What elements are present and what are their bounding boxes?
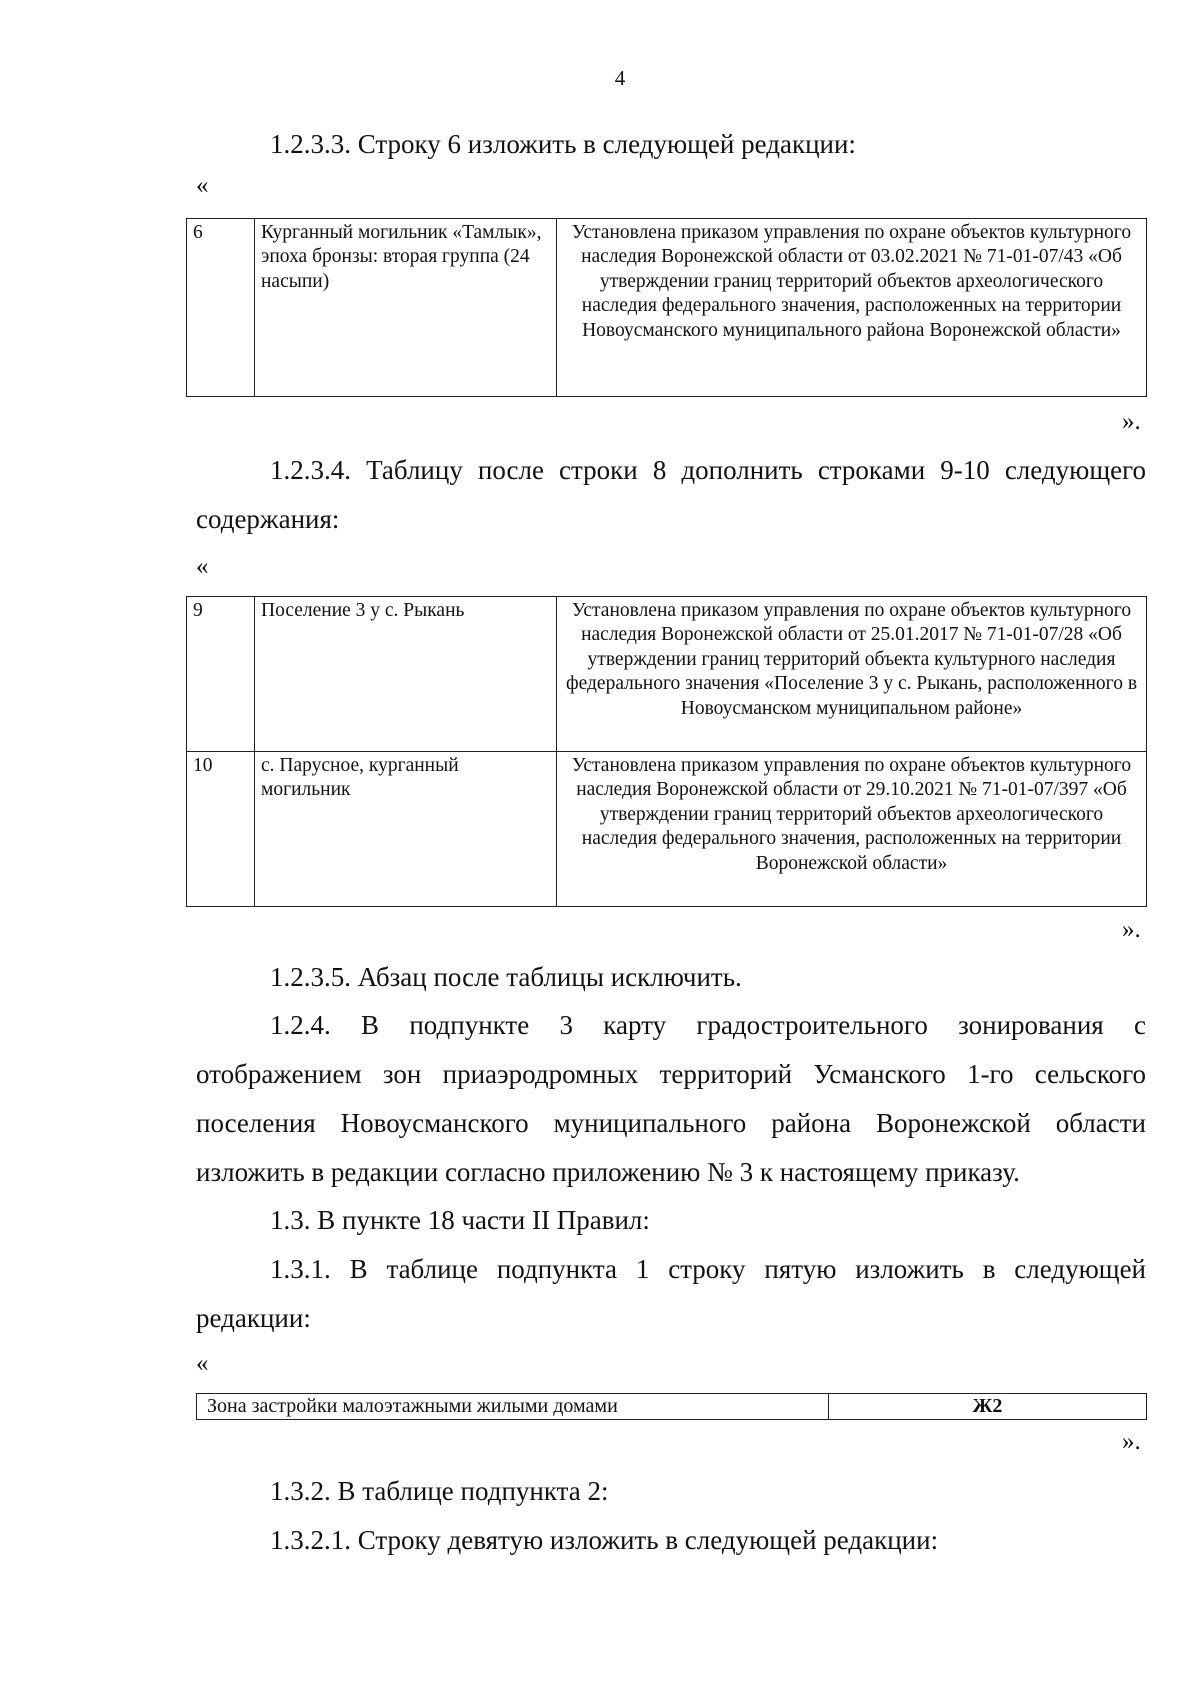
boundary-description-cell: Установлена приказом управления по охране объектов культурного наследия Воронежской области от 25.01.2017 № 71-01-07/28 «Об утверждении границ территорий объекта культурного наследия федерального значения «Поселение 3 у с. Рыкань, расположенного в Новоусманском муниципальном районе» (557, 597, 1147, 752)
paragraph-1-2-4-line-1: 1.2.4. В подпункте 3 карту градостроительного зонирования с (270, 1010, 1146, 1040)
paragraph-1-2-3-5: 1.2.3.5. Абзац после таблицы исключить. (270, 962, 742, 992)
paragraph-1-3-2: 1.3.2. В таблице подпункта 2: (270, 1476, 609, 1506)
object-name-cell: с. Парусное, курганный могильник (255, 752, 557, 907)
object-name-cell: Поселение 3 у с. Рыкань (255, 597, 557, 752)
table-row (197, 1394, 1147, 1420)
table-row (187, 219, 1147, 397)
table-row (187, 597, 1147, 752)
boundary-description-cell: Установлена приказом управления по охране объектов культурного наследия Воронежской области от 03.02.2021 № 71-01-07/43 «Об утверждении границ территорий объектов археологического наследия федерального значения, расположенных на территории Новоусманского муниципального района Воронежской области» (557, 219, 1147, 397)
row-number-cell: 9 (187, 597, 255, 752)
paragraph-1-2-4-line-3: поселения Новоусманского муниципального района Воронежской области (196, 1108, 1146, 1138)
paragraph-1-2-3-3: 1.2.3.3. Строку 6 изложить в следующей редакции: (270, 129, 856, 159)
open-quote-2: « (196, 553, 209, 580)
paragraph-1-2-4-line-2: отображением зон приаэродромных территорий Усманского 1-го сельского (196, 1059, 1146, 1089)
zone-name-cell: Зона застройки малоэтажными жилыми домами (197, 1394, 829, 1420)
paragraph-1-3-1-line-2: редакции: (196, 1303, 311, 1333)
table-rows-9-10 (186, 596, 1147, 907)
object-name-cell: Курганный могильник «Тамлык», эпоха бронзы: вторая группа (24 насыпи) (255, 219, 557, 397)
table-row (187, 752, 1147, 907)
row-number-cell: 6 (187, 219, 255, 397)
close-quote-3: ». (1122, 1428, 1141, 1455)
zone-code-cell: Ж2 (829, 1394, 1147, 1420)
open-quote-1: « (196, 172, 209, 199)
paragraph-1-2-3-4-line-2: содержания: (196, 504, 340, 534)
paragraph-1-3-1-line-1: 1.3.1. В таблице подпункта 1 строку пятую изложить в следующей (270, 1254, 1146, 1284)
row-number-cell: 10 (187, 752, 255, 907)
page-number: 4 (614, 66, 626, 90)
open-quote-3: « (196, 1350, 209, 1377)
paragraph-1-2-3-4-line-1: 1.2.3.4. Таблицу после строки 8 дополнить строками 9-10 следующего (270, 455, 1146, 485)
paragraph-1-2-4-line-4: изложить в редакции согласно приложению № 3 к настоящему приказу. (196, 1157, 1020, 1187)
boundary-description-cell: Установлена приказом управления по охране объектов культурного наследия Воронежской области от 29.10.2021 № 71-01-07/397 «Об утверждении границ территорий объектов археологического наследия федерального значения, расположенных на территории Воронежской области» (557, 752, 1147, 907)
paragraph-1-3: 1.3. В пункте 18 части II Правил: (270, 1205, 650, 1235)
table-row-6 (186, 218, 1147, 397)
close-quote-1: ». (1122, 408, 1141, 435)
paragraph-1-3-2-1: 1.3.2.1. Строку девятую изложить в следующей редакции: (270, 1525, 939, 1555)
close-quote-2: ». (1122, 916, 1141, 943)
zone-table (196, 1393, 1147, 1420)
